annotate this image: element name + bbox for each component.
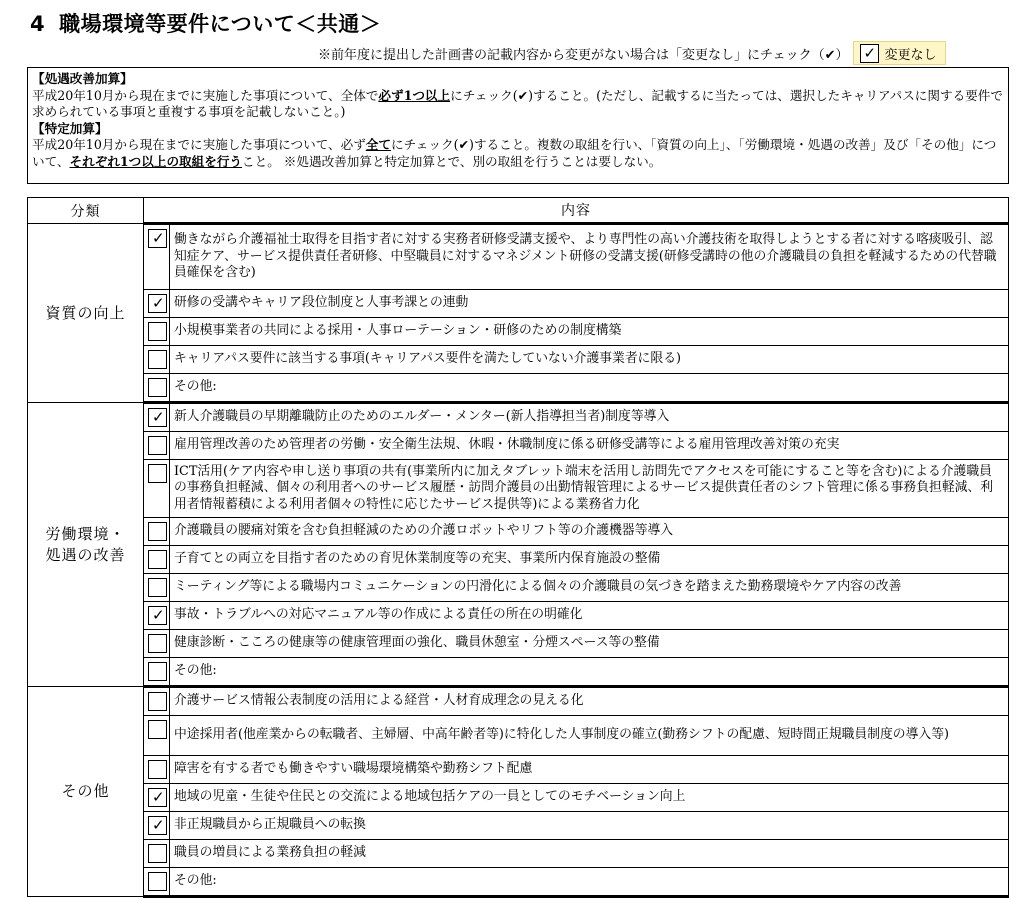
- checkbox-cell: [144, 630, 170, 658]
- shogu-text-emphasis: 必ず1つ以上: [378, 87, 451, 103]
- item-checkbox[interactable]: [148, 464, 167, 483]
- item-checkbox[interactable]: [148, 322, 167, 341]
- item-checkbox[interactable]: [148, 578, 167, 597]
- table-row: [28, 318, 1009, 346]
- shogu-instructions: [32, 88, 1004, 121]
- table-row: [28, 658, 1009, 687]
- item-text: 介護職員の腰痛対策を含む負担軽減のための介護ロボットやリフト等の介護機器等導入: [170, 518, 1009, 546]
- table-row: [28, 630, 1009, 658]
- category-cell: [28, 687, 144, 897]
- table-row: [28, 602, 1009, 630]
- table-row: [28, 460, 1009, 518]
- item-checkbox[interactable]: [148, 378, 167, 397]
- no-change-note: ※前年度に提出した計画書の記載内容から変更がない場合は「変更なし」にチェック（✔）: [318, 47, 849, 63]
- checkbox-cell: [144, 784, 170, 812]
- checkbox-cell: [144, 460, 170, 518]
- item-checkbox[interactable]: [148, 662, 167, 681]
- checkbox-cell: [144, 518, 170, 546]
- item-checkbox[interactable]: [148, 294, 167, 313]
- item-checkbox[interactable]: [148, 720, 167, 739]
- item-text: 障害を有する者でも働きやすい職場環境構築や勤務シフト配慮: [170, 756, 1009, 784]
- checkbox-cell: [144, 574, 170, 602]
- checkbox-cell: [144, 318, 170, 346]
- item-text: ICT活用(ケア内容や申し送り事項の共有(事業所内に加えタブレット端末を活用し訪問先でアクセスを可能にすること等を含む)による介護職員の事務負担軽減、個々の利用者へのサービス履歴・訪問介護員の出勤情報管理によるサービス提供責任者のシフト管理に係る事務負担軽減、利用者情報蓄積による利用者個々の特性に応じたサービス提供等)による業務省力化: [170, 460, 1009, 518]
- item-checkbox[interactable]: [148, 522, 167, 541]
- checkbox-cell: [144, 602, 170, 630]
- tokutei-text-emphasis-2: それぞれ1つ以上の取組を行う: [69, 153, 243, 169]
- item-checkbox[interactable]: [148, 692, 167, 711]
- section-number: 4: [30, 12, 46, 36]
- item-checkbox[interactable]: [148, 634, 167, 653]
- checkbox-cell: [144, 224, 170, 290]
- section-title: [30, 8, 381, 38]
- item-text: その他:: [170, 868, 1009, 897]
- category-cell: [28, 403, 144, 687]
- table-row: [28, 574, 1009, 602]
- item-checkbox[interactable]: [148, 436, 167, 455]
- tokutei-instructions: [32, 137, 1004, 170]
- item-text: 職員の増員による業務負担の軽減: [170, 840, 1009, 868]
- item-checkbox[interactable]: [148, 788, 167, 807]
- item-text: 事故・トラブルへの対応マニュアル等の作成による責任の所在の明確化: [170, 602, 1009, 630]
- checkbox-cell: [144, 716, 170, 756]
- header-content: 内容: [144, 198, 1009, 224]
- item-text: 小規模事業者の共同による採用・人事ローテーション・研修のための制度構築: [170, 318, 1009, 346]
- item-text: 介護サービス情報公表制度の活用による経営・人材育成理念の見える化: [170, 687, 1009, 716]
- checkbox-cell: [144, 403, 170, 432]
- checkbox-cell: [144, 687, 170, 716]
- item-text: キャリアパス要件に該当する事項(キャリアパス要件を満たしていない介護事業者に限る): [170, 346, 1009, 374]
- item-checkbox[interactable]: [148, 760, 167, 779]
- checkbox-cell: [144, 868, 170, 897]
- header-category: 分類: [28, 198, 144, 224]
- category-cell: [28, 224, 144, 403]
- item-text: その他:: [170, 374, 1009, 403]
- item-checkbox[interactable]: [148, 550, 167, 569]
- no-change-label: 変更なし: [884, 47, 937, 63]
- table-row: [28, 546, 1009, 574]
- checkbox-cell: [144, 658, 170, 687]
- item-checkbox[interactable]: [148, 606, 167, 625]
- tokutei-text-b: にチェック(✔)すること。複数の取組を行い、「資質の向上」、「労働環境・処遇の改善」及び「その他」について、: [32, 137, 997, 169]
- tokutei-text-c: こと。 ※処遇改善加算と特定加算とで、別の取組を行うことは要しない。: [242, 153, 662, 169]
- item-text: 雇用管理改善のため管理者の労働・安全衛生法規、休暇・休職制度に係る研修受講等による雇用管理改善対策の充実: [170, 432, 1009, 460]
- item-checkbox[interactable]: [148, 350, 167, 369]
- checkbox-cell: [144, 290, 170, 318]
- category-label-line: 処遇の改善: [45, 545, 126, 564]
- category-label-line: 労働環境・: [45, 524, 126, 543]
- table-row: [28, 756, 1009, 784]
- table-row: [28, 374, 1009, 403]
- item-text: 非正規職員から正規職員への転換: [170, 812, 1009, 840]
- table-header-row: [28, 198, 1009, 224]
- shogu-text-b: にチェック(✔)すること。(ただし、記載するに当たっては、選択したキャリアパスに関する要件で求められている事項と重複する事項を記載しないこと。): [32, 87, 1003, 119]
- item-text: ミーティング等による職場内コミュニケーションの円滑化による個々の介護職員の気づきを踏まえた勤務環境やケア内容の改善: [170, 574, 1009, 602]
- category-label: 資質の向上: [45, 303, 126, 322]
- table-row: [28, 812, 1009, 840]
- checkbox-cell: [144, 346, 170, 374]
- no-change-checkbox[interactable]: [860, 44, 879, 63]
- item-checkbox[interactable]: [148, 816, 167, 835]
- table-row: [28, 784, 1009, 812]
- item-text: 働きながら介護福祉士取得を目指す者に対する実務者研修受講支援や、より専門性の高い介護技術を取得しようとする者に対する喀痰吸引、認知症ケア、サービス提供責任者研修、中堅職員に対するマネジメント研修の受講支援(研修受講時の他の介護職員の負担を軽減するための代替職員確保を含む): [170, 224, 1009, 290]
- shogu-heading: 【処遇改善加算】: [32, 71, 133, 86]
- table-row: [28, 687, 1009, 716]
- table-row: [28, 716, 1009, 756]
- item-checkbox[interactable]: [148, 408, 167, 427]
- table-row: [28, 518, 1009, 546]
- tokutei-text-a: 平成20年10月から現在までに実施した事項について、必ず: [32, 137, 366, 152]
- shogu-text-a: 平成20年10月から現在までに実施した事項について、全体で: [32, 87, 379, 103]
- section-heading: 職場環境等要件について＜共通＞: [59, 12, 382, 36]
- item-checkbox[interactable]: [148, 844, 167, 863]
- checkbox-cell: [144, 840, 170, 868]
- item-text: その他:: [170, 658, 1009, 687]
- item-text: 新人介護職員の早期離職防止のためのエルダー・メンター(新人指導担当者)制度等導入: [170, 403, 1009, 432]
- checkbox-cell: [144, 812, 170, 840]
- item-text: 健康診断・こころの健康等の健康管理面の強化、職員休憩室・分煙スペース等の整備: [170, 630, 1009, 658]
- no-change-row: [318, 40, 946, 66]
- table-row: [28, 868, 1009, 897]
- table-row: [28, 290, 1009, 318]
- table-row: [28, 346, 1009, 374]
- instructions-box: [27, 67, 1009, 184]
- category-label: その他: [61, 782, 110, 800]
- checkbox-cell: [144, 756, 170, 784]
- checkbox-cell: [144, 374, 170, 403]
- item-checkbox[interactable]: [148, 872, 167, 891]
- table-row: [28, 224, 1009, 290]
- item-checkbox[interactable]: [148, 229, 167, 248]
- item-text: 中途採用者(他産業からの転職者、主婦層、中高年齢者等)に特化した人事制度の確立(勤務シフトの配慮、短時間正規職員制度の導入等): [170, 716, 1009, 756]
- item-text: 研修の受講やキャリア段位制度と人事考課との連動: [170, 290, 1009, 318]
- requirements-table: [27, 197, 1009, 898]
- table-row: [28, 840, 1009, 868]
- tokutei-text-emphasis-1: 全て: [365, 137, 391, 152]
- table-row: [28, 403, 1009, 432]
- table-row: [28, 432, 1009, 460]
- checkbox-cell: [144, 432, 170, 460]
- item-text: 子育てとの両立を目指す者のための育児休業制度等の充実、事業所内保育施設の整備: [170, 546, 1009, 574]
- tokutei-heading: 【特定加算】: [32, 120, 108, 136]
- item-text: 地域の児童・生徒や住民との交流による地域包括ケアの一員としてのモチベーション向上: [170, 784, 1009, 812]
- checkbox-cell: [144, 546, 170, 574]
- no-change-option[interactable]: [853, 41, 946, 65]
